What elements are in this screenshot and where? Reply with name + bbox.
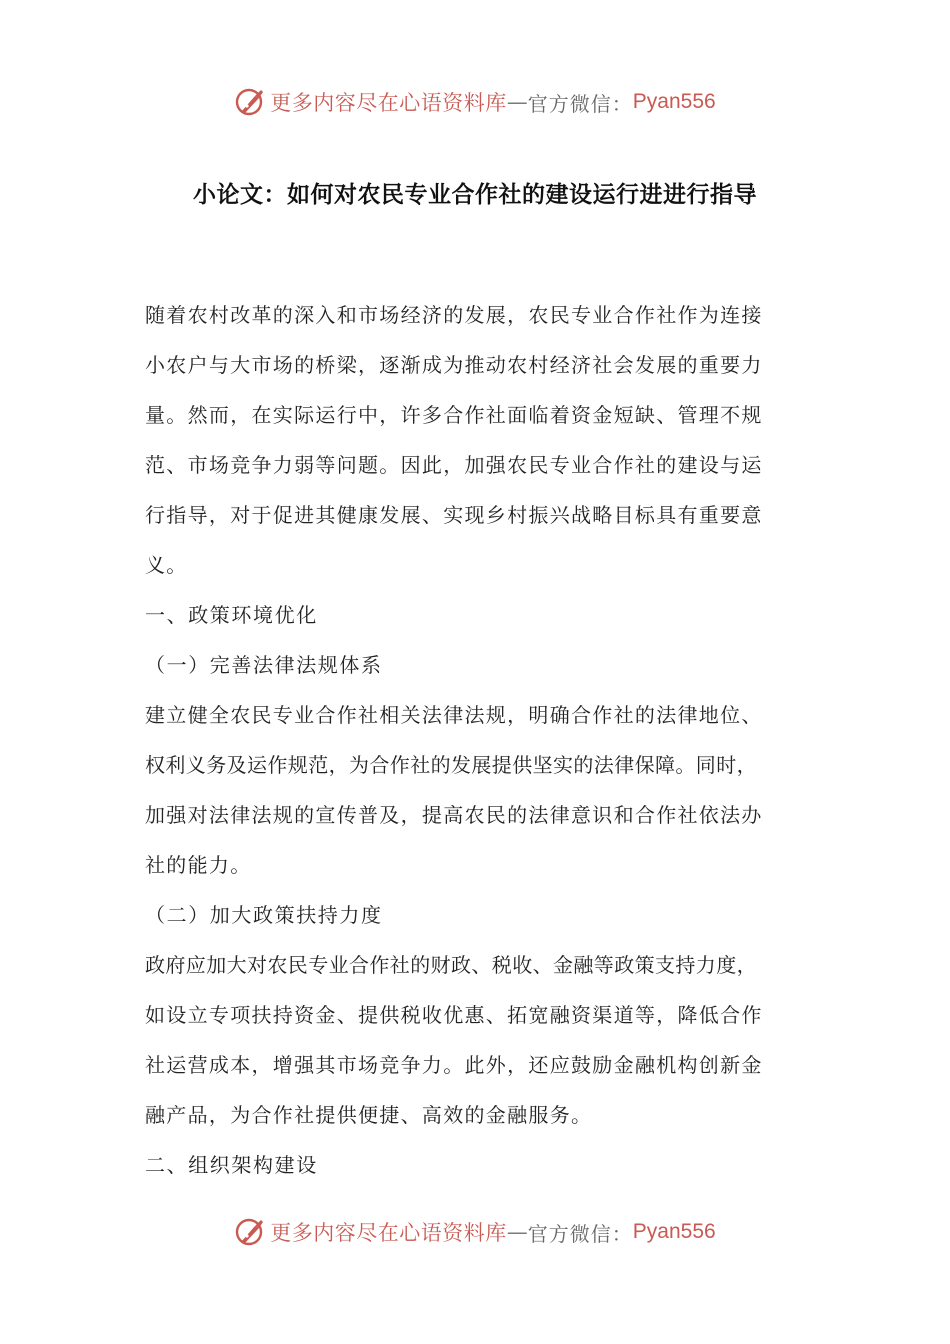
section-heading: 二、组织架构建设	[145, 1153, 318, 1177]
banner-wechat-id: Pyan556	[632, 1220, 716, 1243]
header-banner	[0, 82, 950, 122]
paragraph-line: 量。然而，在实际运行中，许多合作社面临着资金短缺、管理不规	[145, 403, 763, 427]
pen-nib-logo-icon	[234, 1216, 266, 1248]
paragraph-line: 建立健全农民专业合作社相关法律法规，明确合作社的法律地位、	[145, 703, 763, 727]
banner-official-label: 官方微信：	[527, 1221, 633, 1246]
banner-content	[234, 86, 715, 118]
paragraph-line: 范、市场竞争力弱等问题。因此，加强农民专业合作社的建设与运	[145, 453, 763, 477]
paragraph-line: 如设立专项扶持资金、提供税收优惠、拓宽融资渠道等，降低合作	[145, 1003, 763, 1027]
banner-library-text: 更多内容尽在心语资料库	[270, 1221, 507, 1245]
document-body	[145, 290, 810, 1190]
page-title: 小论文：如何对农民专业合作社的建设运行进进行指导	[193, 182, 757, 208]
section-heading: 一、政策环境优化	[145, 603, 318, 627]
subsection-heading: （一）完善法律法规体系	[145, 653, 383, 677]
banner-content	[234, 1216, 715, 1248]
paragraph-line: 融产品，为合作社提供便捷、高效的金融服务。	[145, 1103, 593, 1127]
paragraph-line: 权利义务及运作规范，为合作社的发展提供坚实的法律保障。同时，	[145, 753, 757, 777]
paragraph-line: 小农户与大市场的桥梁，逐渐成为推动农村经济社会发展的重要力	[145, 353, 763, 377]
paragraph-line: 随着农村改革的深入和市场经济的发展，农民专业合作社作为连接	[145, 303, 763, 327]
paragraph-line: 社运营成本，增强其市场竞争力。此外，还应鼓励金融机构创新金	[145, 1053, 763, 1077]
banner-library-text: 更多内容尽在心语资料库	[270, 91, 507, 115]
banner-official-label: 官方微信：	[527, 91, 633, 116]
subsection-heading: （二）加大政策扶持力度	[145, 903, 383, 927]
paragraph-line: 政府应加大对农民专业合作社的财政、税收、金融等政策支持力度，	[145, 953, 757, 977]
pen-nib-logo-icon	[234, 86, 266, 118]
paragraph-line: 义。	[145, 553, 188, 577]
banner-separator: —	[506, 90, 528, 114]
paragraph-line: 行指导，对于促进其健康发展、实现乡村振兴战略目标具有重要意	[145, 503, 763, 527]
footer-banner	[0, 1212, 950, 1252]
paragraph-line: 社的能力。	[145, 853, 252, 877]
paragraph-line: 加强对法律法规的宣传普及，提高农民的法律意识和合作社依法办	[145, 803, 763, 827]
banner-separator: —	[506, 1220, 528, 1244]
banner-wechat-id: Pyan556	[632, 90, 716, 113]
